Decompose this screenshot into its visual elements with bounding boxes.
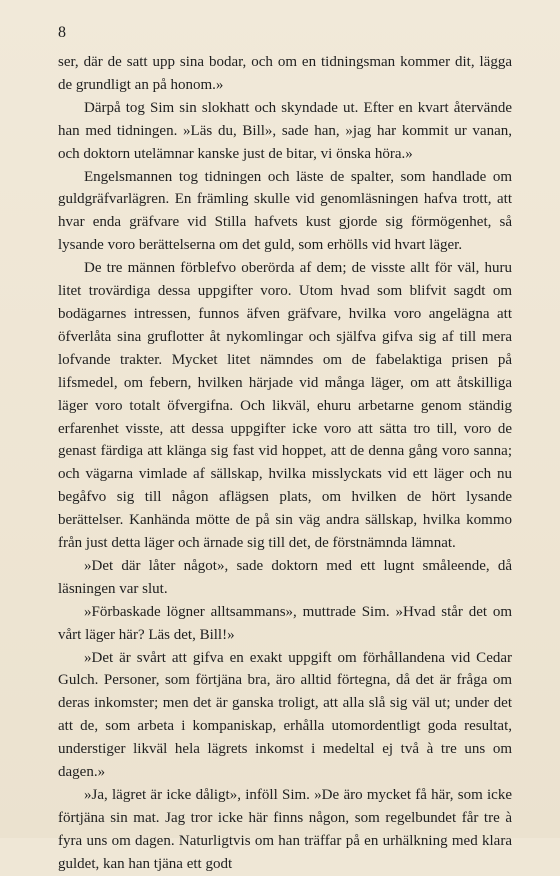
- paragraph: »Förbaskade lögner alltsammans», muttrade Sim. »Hvad står det om vårt läger här? Läs det, Bill!»: [58, 603, 512, 643]
- paragraph: »Ja, lägret är icke dåligt», inföll Sim. »De äro mycket få här, som icke förtjäna sin mat. Jag tror icke här finns någon, som regelbundet får tre à fyra uns om dagen. Naturligtvis om han träffar på en urhälkning med klara guldet, kan han tjäna ett godt: [58, 787, 512, 872]
- paragraph: »Det där låter något», sade doktorn med ett lugnt småleende, då läsningen var slut.: [58, 557, 512, 597]
- page-number: 8: [58, 24, 66, 41]
- paragraph: De tre männen förblefvo oberörda af dem; de visste allt för väl, huru litet trovärdiga dessa uppgifter voro. Utom hvad som blifvit sagdt om bodägarnes intressen, funnos äfven gräfvare, hvilka voro angelägna att öfverlåta sina gruflotter åt nykomlingar och själfva gifva sig af till mera lofvande trakter. Mycket litet nämndes om de fabelaktiga prisen på lifsmedel, om febern, hvilken härjade vid många läger, om att åtskilliga läger voro totalt öfvergifna. Och likväl, ehuru arbetarne genom ständig erfarenhet visste, att dessa uppgifter icke voro att sätta tro till, voro de genast färdiga att klänga sig fast vid hoppet, att de denna gång voro sanna; och vägarna vimlade af sällskap, hvilka misslyckats vid ett läger och nu begåfvo sig till någon aflägsen plats, om hvilken de hört lysande berättelser. Kanhända mötte de på sin väg andra sällskap, hvilka kommo från just detta läger och ärnade sig till det, de förstnämnda lämnat.: [58, 260, 512, 552]
- paragraph: ser, där de satt upp sina bodar, och om en tidningsman kommer dit, lägga de grundligt an på honom.»: [58, 54, 512, 93]
- paragraph: »Det är svårt att gifva en exakt uppgift om förhållandena vid Cedar Gulch. Personer, som förtjäna bra, äro alltid förtegna, då det är fråga om deras inkomster; men det är ganska troligt, att alla slå sig väl ut; under det att de, som arbeta i kompaniskap, erhålla utomordentligt goda resultat, understiger likväl hela lägrets inkomst i medeltal ej två à tre uns om dagen.»: [58, 649, 512, 781]
- body-text: [58, 51, 512, 876]
- paragraph: Engelsmannen tog tidningen och läste de spalter, som handlade om guldgräfvarlägren. En främling skulle vid genomläsningen hafva trott, att hvar enda gräfvare vid Stilla hafvets kust gjorde sig förmögenhet, så lysande voro berättelserna om det guld, som erhölls vid hvart läger.: [58, 168, 512, 254]
- paragraph: Därpå tog Sim sin slokhatt och skyndade ut. Efter en kvart återvände han med tidningen. »Läs du, Bill», sade han, »jag har kommit ur vanan, och doktorn utelämnar kanske just de bitar, vi önska höra.»: [58, 99, 512, 162]
